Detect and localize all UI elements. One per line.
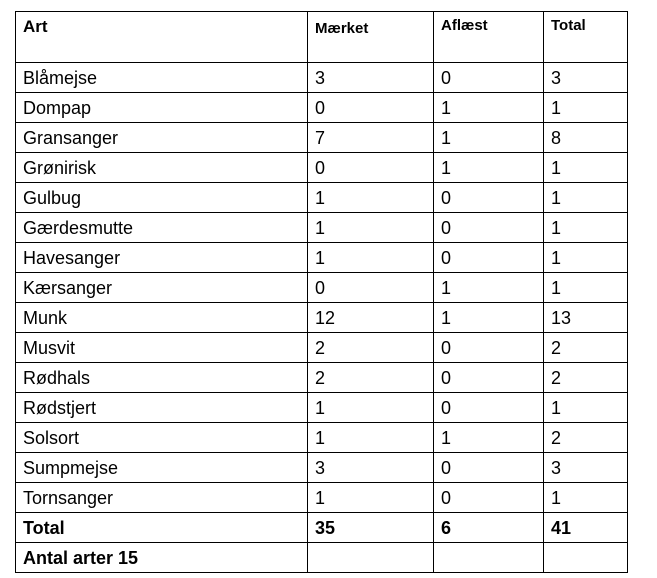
cell-aflaest: 0	[434, 333, 544, 363]
cell-art: Gærdesmutte	[16, 213, 308, 243]
cell-art: Kærsanger	[16, 273, 308, 303]
header-maerket: Mærket	[308, 12, 434, 63]
table-row	[16, 363, 628, 393]
cell-aflaest: 0	[434, 183, 544, 213]
table-row	[16, 243, 628, 273]
cell-maerket: 1	[308, 423, 434, 453]
cell-aflaest: 0	[434, 213, 544, 243]
cell-maerket: 3	[308, 63, 434, 93]
cell-art: Rødhals	[16, 363, 308, 393]
empty-cell	[544, 543, 628, 573]
cell-total: 1	[544, 183, 628, 213]
cell-total: 1	[544, 153, 628, 183]
table-row	[16, 123, 628, 153]
table-row	[16, 213, 628, 243]
cell-art: Rødstjert	[16, 393, 308, 423]
table-row	[16, 453, 628, 483]
table-row	[16, 183, 628, 213]
cell-total: 1	[544, 273, 628, 303]
total-total: 41	[544, 513, 628, 543]
table-body	[16, 12, 628, 573]
cell-total: 3	[544, 453, 628, 483]
table-row	[16, 393, 628, 423]
cell-total: 2	[544, 423, 628, 453]
cell-aflaest: 1	[434, 303, 544, 333]
cell-art: Dompap	[16, 93, 308, 123]
header-art: Art	[16, 12, 308, 63]
cell-total: 1	[544, 483, 628, 513]
cell-maerket: 2	[308, 333, 434, 363]
table-row	[16, 273, 628, 303]
cell-total: 3	[544, 63, 628, 93]
cell-maerket: 1	[308, 243, 434, 273]
cell-aflaest: 0	[434, 393, 544, 423]
cell-maerket: 7	[308, 123, 434, 153]
cell-maerket: 1	[308, 483, 434, 513]
cell-aflaest: 1	[434, 423, 544, 453]
cell-aflaest: 0	[434, 483, 544, 513]
table-row	[16, 63, 628, 93]
table-row	[16, 153, 628, 183]
cell-aflaest: 0	[434, 453, 544, 483]
header-aflaest: Aflæst	[434, 12, 544, 63]
cell-art: Blåmejse	[16, 63, 308, 93]
table-row	[16, 483, 628, 513]
cell-art: Tornsanger	[16, 483, 308, 513]
cell-maerket: 12	[308, 303, 434, 333]
header-total: Total	[544, 12, 628, 63]
cell-total: 1	[544, 243, 628, 273]
cell-maerket: 3	[308, 453, 434, 483]
table-row	[16, 423, 628, 453]
cell-art: Gulbug	[16, 183, 308, 213]
cell-art: Gransanger	[16, 123, 308, 153]
cell-art: Havesanger	[16, 243, 308, 273]
cell-maerket: 0	[308, 153, 434, 183]
cell-art: Munk	[16, 303, 308, 333]
cell-maerket: 1	[308, 213, 434, 243]
total-maerket: 35	[308, 513, 434, 543]
empty-cell	[434, 543, 544, 573]
cell-total: 2	[544, 363, 628, 393]
bird-ringing-table	[15, 11, 628, 573]
species-count-row	[16, 543, 628, 573]
cell-maerket: 2	[308, 363, 434, 393]
table-header-row	[16, 12, 628, 63]
cell-total: 2	[544, 333, 628, 363]
cell-art: Sumpmejse	[16, 453, 308, 483]
cell-aflaest: 1	[434, 93, 544, 123]
species-count-label: Antal arter 15	[16, 543, 308, 573]
total-aflaest: 6	[434, 513, 544, 543]
cell-maerket: 0	[308, 273, 434, 303]
cell-aflaest: 0	[434, 243, 544, 273]
empty-cell	[308, 543, 434, 573]
table-row	[16, 303, 628, 333]
cell-aflaest: 1	[434, 273, 544, 303]
cell-total: 8	[544, 123, 628, 153]
cell-total: 1	[544, 393, 628, 423]
total-label: Total	[16, 513, 308, 543]
cell-maerket: 1	[308, 393, 434, 423]
cell-total: 1	[544, 213, 628, 243]
cell-maerket: 1	[308, 183, 434, 213]
table-row	[16, 333, 628, 363]
table-row	[16, 93, 628, 123]
cell-total: 13	[544, 303, 628, 333]
total-row	[16, 513, 628, 543]
cell-art: Grønirisk	[16, 153, 308, 183]
cell-total: 1	[544, 93, 628, 123]
cell-aflaest: 0	[434, 363, 544, 393]
cell-art: Musvit	[16, 333, 308, 363]
cell-art: Solsort	[16, 423, 308, 453]
cell-aflaest: 1	[434, 153, 544, 183]
cell-maerket: 0	[308, 93, 434, 123]
cell-aflaest: 1	[434, 123, 544, 153]
cell-aflaest: 0	[434, 63, 544, 93]
